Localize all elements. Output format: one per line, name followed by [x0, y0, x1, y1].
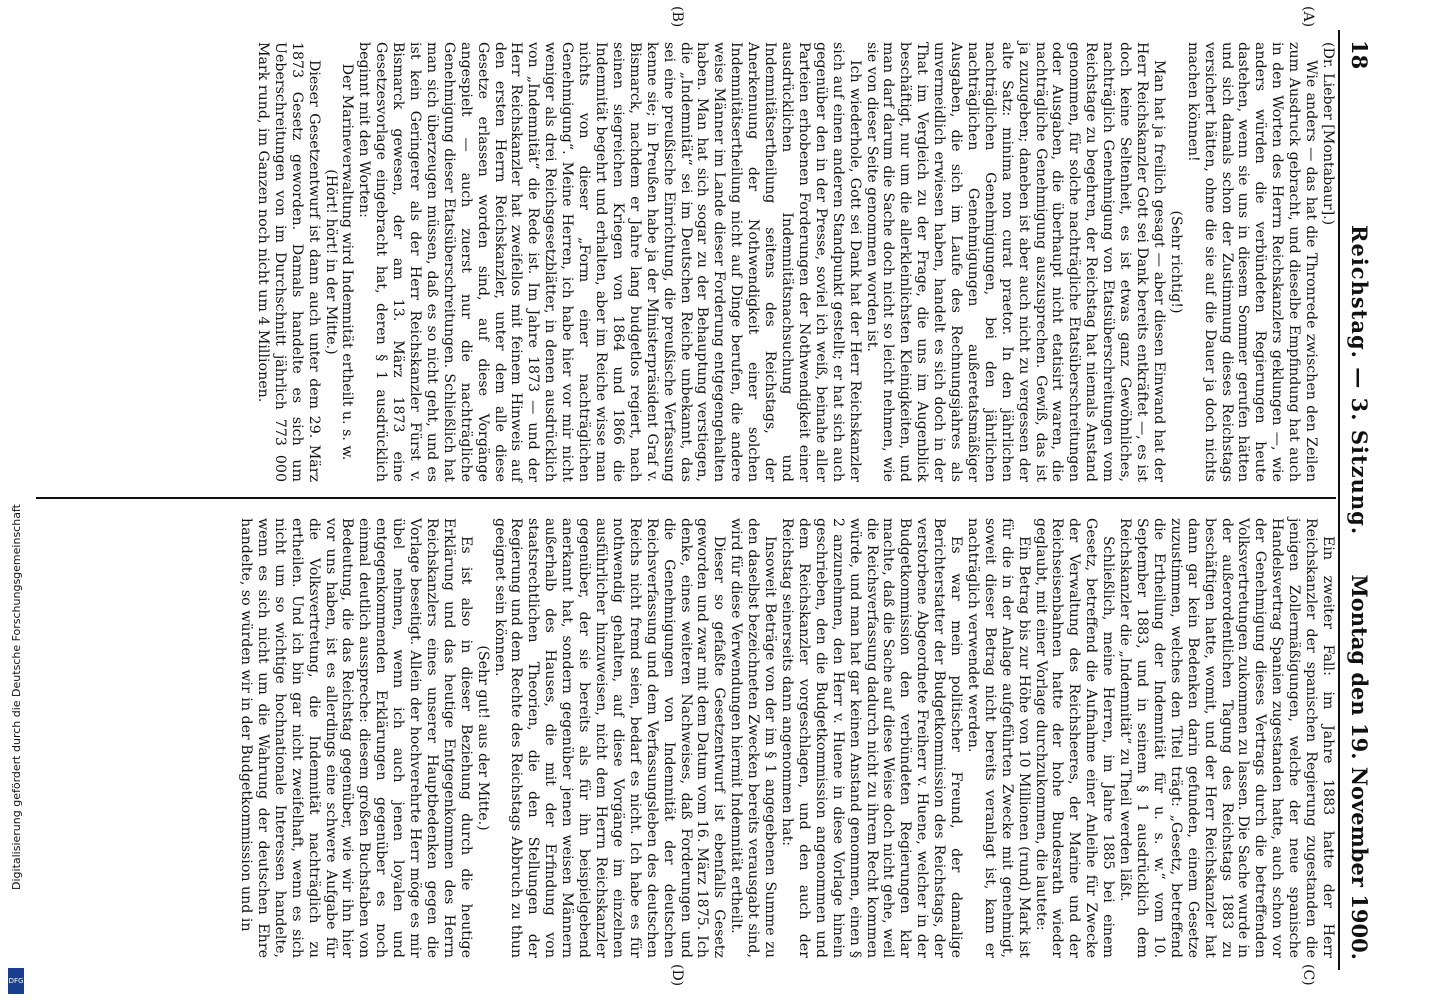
- paragraph: Dieser so gefaßte Gesetzentwurf ist ebenfalls Gesetz geworden und zwar mit dem Datum vom 16. März 1875. Ich denke, eines weiteren Nachweises, daß Forderungen und die Genehmigungen von Indemnität der deutschen Reichsverfassung und dem Verfassungsleben des deutschen Reichs nicht fremd seien, bedarf es nicht. Ich habe es für nothwendig gehalten, auf diese Vorgänge im einzelnen ausführlicher hinzuweisen, nicht dem Herrn Reichskanzler gegenüber, der sie bereits als für ihn beispielgebend anerkannt hat, sondern gegenüber jenen weisen Männern außerhalb des Hauses, die mit der Erfindung von staatsrechtlichen Theorien, die den Stellungen der Regierung und dem Rechte des Reichstags Abbruch zu thun geeignet sein können.: [491, 518, 728, 958]
- header-rule: [1338, 30, 1340, 970]
- paragraph: Es war mein politischer Freund, der damalige Berichterstatter der Budgetkommission des Reichstags, der verstorbene Abgeordnete Freiherr v. Huene, welcher in der Budgetkommission den verbündeten Regierungen klar machte, daß die Sache auf diese Weise doch nicht gehe, weil die Reichsverfassung dadurch nicht zu ihrem Recht kommen würde, und man hat gar keinen Anstand genommen, einen § 2 anzunehmen, den Herr v. Huene in diese Vorlage hinein geschrieben, den die Budgetkommission angenommen und dem Reichskanzler vorgeschlagen, und den auch der Reichstag seinerseits dann angenommen hat:: [779, 518, 965, 958]
- session-date: Montag den 19. November 1900.: [1347, 574, 1372, 960]
- margin-mark-c: (C): [1300, 964, 1316, 986]
- quoted-law: Insoweit Beträge von der im § 1 angegebenen Summe zu den daselbst bezeichneten Zwecken bereits verausgabt sind, wird für diese Verwendungen hiermit Indemnität ertheilt.: [728, 518, 779, 958]
- quoted-law: Der Marineverwaltung wird Indemnität ertheilt u. s. w.: [339, 63, 356, 461]
- paragraph: Ich wiederhole, Gott sei Dank hat der Herr Reichskanzler sich auf einen anderen Standpunkt gestellt; er hat sich auch gegenüber den in der Presse, soviel ich weiß, beinahe aller Parteien erhobenen Forderungen der Nothwendigkeit einer ausdrücklichen Indemnitätsnachsuchung und Indemnitätsertheilung seitens des Reichstags, der Anerkennung der Nothwendigkeit einer solchen Indemnitätsertheilung nicht auf Dinge berufen, die andere weise Männer im Lande dieser Forderung entgegengehalten haben. Man hat sich sogar zu der Behauptung verstiegen, die „Indemnität“ sei im Deutschen Reiche unbekannt, das sei eine preußische Einrichtung, die preußische Verfassung kenne sie; in Preußen habe ja der Ministerpräsident Graf v. Bismarck, nachdem er Jahre lang budgetlos regiert, nach seinen siegreichen Kriegen von 1864 und 1866 die Indemnität begehrt und erhalten, aber im Reiche wisse man nichts von dieser „Form einer nachträglichen Genehmigung“. Meine Herren, ich habe hier vor mir nicht weniger als drei Reichsgesetzblätter, in denen ausdrücklich von „Indemnität“ die Rede ist. Im Jahre 1873 — und der Herr Reichskanzler hat zweifellos mit feinem Hinweis auf den ersten Herrn Reichskanzler, unter dem alle diese Gesetze erlassen worden sind, auf diese Vorgänge angespielt — auch zuerst nur die nachträgliche Genehmigung dieser Etatsüberschreitungen. Schließlich hat man sich überzeugen müssen, daß es so nicht geht, und es ist kein Geringerer als der Herr Reichskanzler Fürst v. Bismarck gewesen, der am 13. März 1873 eine Gesetzesvorlage eingebracht hat, deren § 1 ausdrücklich beginnt mit den Worten:: [356, 42, 863, 482]
- page-header: [1342, 40, 1372, 960]
- footer-credit: Digitalisierung gefördert durch die Deutsche Forschungsgemeinschaft: [10, 504, 23, 890]
- page-title: Reichstag. — 3. Sitzung.: [1347, 225, 1372, 536]
- right-column: [237, 518, 1336, 958]
- paragraph: Wie anders — das hat die Thronrede zwischen den Zeilen zum Ausdruck gebracht, und dieselbe Empfindung hat auch in den Worten des Herrn Reichskanzlers geklungen —, wie anders würden die verbündeten Regierungen heute dastehen, wenn sie uns in diesem Sommer gerufen hätten und sich damals schon der Zustimmung dieses Reichstags versichert hätten, ohne die sie auf die Dauer ja doch nichts machen können!: [1184, 42, 1320, 482]
- margin-mark-b: (B): [669, 6, 685, 28]
- margin-mark-a: (A): [1300, 6, 1316, 28]
- paragraph: Es ist also in dieser Beziehung durch die heutige Erklärung und das heutige Entgegenkommen des Herrn Reichskanzlers eines unserer Hauptbedenken gegen die Vorlage beseitigt. Allein der hochverehrte Herr möge es mir übel nehmen, wenn ich auch jenen loyalen und entgegenkommenden Erklärungen gegenüber es noch einmal deutlich ausspreche: diesem großen Buchstaben von Bedeutung, die das Reichstag gegenüber, wie wir ihn hier vor uns haben, ist es allerdings eine schwere Aufgabe für die Volksvertretung, die Indemnität nachträglich zu ertheilen. Und ich bin gar nicht zweifelhaft, wenn es sich nicht um so wichtige hochnationale Interessen handelte, wenn es sich nicht um die Wahrung der deutschen Ehre handelte, so würden wir in der Budgetkommission und in: [238, 518, 474, 958]
- interjection: (Sehr richtig!): [1167, 210, 1184, 314]
- column-divider: [36, 497, 1336, 499]
- interjection: (Hört! hört! in der Mitte.): [322, 169, 339, 355]
- interjection: (Sehr gut! aus der Mitte.): [474, 645, 491, 831]
- margin-mark-d: (D): [669, 964, 685, 987]
- speaker-attribution: (Dr. Lieber [Montabaur].): [1320, 42, 1336, 226]
- page-number: 18: [1347, 40, 1372, 70]
- paragraph: Schließlich, meine Herren, im Jahre 1885 bei einem Gesetz, betreffend die Aufnahme einer Anleihe für Zwecke der Verwaltung des Reichsheeres, der Marine und der Reichseisenbahnen hatte der hohe Bundesrath wieder geglaubt, mit einer Vorlage durchzukommen, die lautete:: [1032, 518, 1117, 958]
- digitization-footer: [0, 0, 30, 1000]
- quoted-law: Ein Betrag bis zur Höhe von 10 Millionen (rund) Mark ist für die in der Anlage aufgeführten Zwecke mit genehmigt, soweit dieser Betrag nicht bereits veranlagt ist, kann er nachträglich verwendet werden.: [964, 518, 1032, 958]
- paragraph: Dieser Gesetzentwurf ist dann auch unter dem 29. März 1873 Gesetz geworden. Damals handelte es sich um Ueberschreitungen von im Durchschnitt jährlich 773 000 Mark rund, im Ganzen noch nicht um 4 Millionen.: [254, 42, 322, 482]
- paragraph: Man hat ja freilich gesagt — aber diesen Einwand hat der Herr Reichskanzler Gott sei Dank bereits entkräftet —, es ist doch keine Seltenheit, es ist etwas ganz Gewöhnliches, nachträglich Genehmigung von Etatsüberschreitungen vom Reichstage zu begehren, der Reichstag hat niemals Anstand genommen, für solche nachträgliche Etatsüberschreitungen oder Ausgaben, die überhaupt nicht etatisirt waren, die nachträgliche Genehmigung auszusprechen. Gewiß, das ist ja zuzugeben; daneben ist aber auch nicht zu vergessen der alte Satz: minima non curat praetor. In den jährlichen nachträglichen Genehmigungen, bei den jährlichen nachträglichen Genehmigungen außeretatsmäßiger Ausgaben, die sich im Laufe des Rechnungsjahres als unvermeidlich erwiesen haben, handelt es sich doch in der That im Vergleich zu der Frage, die uns im Augenblick beschäftigt, nur um die allerkleinlichsten Kleinigkeiten, und man darf darum die Sache doch nicht so leicht nehmen, wie sie von dieser Seite genommen worden ist.: [863, 42, 1167, 482]
- left-column: [254, 42, 1336, 482]
- paragraph: Ein zweiter Fall: im Jahre 1883 hatte der Herr Reichskanzler der spanischen Regierung zugestanden die jenigen Zollermäßigungen, welche der neue spanische Handelsvertrag Spanien zugestanden hatte, auch schon vor der Genehmigung dieses Vertrags durch die betreffenden Volksvertretungen zukommen zu lassen. Die Sache wurde in der außerordentlichen Tagung des Reichstags 1883 zu beschäftigen hatte, womit, und der Herr Reichskanzler hat dann gar kein Bedenken darin gefunden, einem Gesetze zuzustimmen, welches den Titel trägt: „Gesetz, betreffend die Ertheilung der Indemnität für u. s. w.“ vom 10. September 1883, und in seinem § 1 ausdrücklich dem Reichskanzler die „Indemnität“ zu Theil werden läßt.: [1117, 518, 1336, 958]
- dfg-logo: DFG: [8, 968, 24, 994]
